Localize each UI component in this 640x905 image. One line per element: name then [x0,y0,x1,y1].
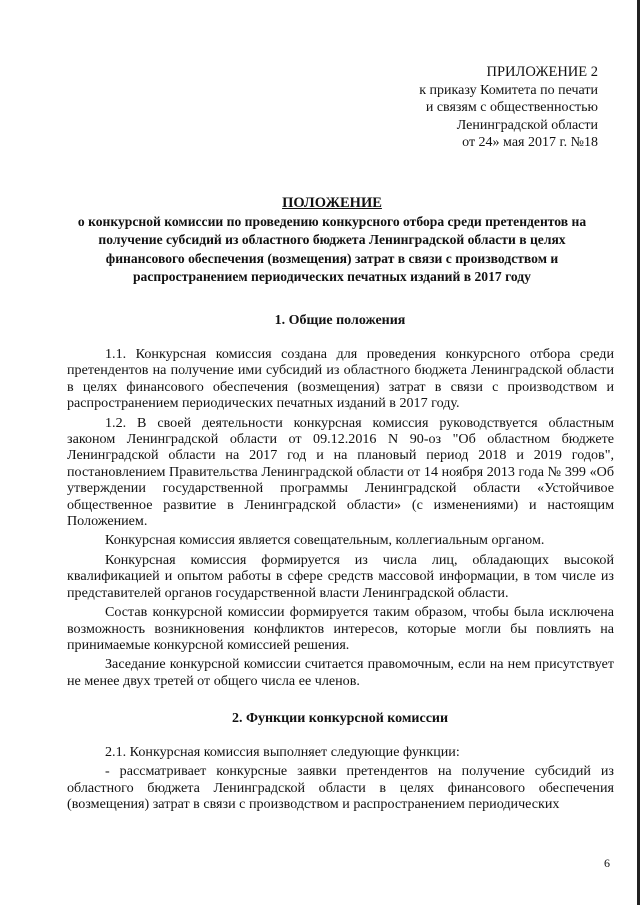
section-heading-functions: 2. Функции конкурсной комиссии [231,711,449,726]
paragraph: Заседание конкурсной комиссии считается правомочным, если на нем присутствует не менее двух третей от общего числа ее членов. [67,656,614,689]
document-subtitle-line: получение субсидий из областного бюджета Ленинградской области в целях [98,232,566,248]
paragraph: 1.1. Конкурсная комиссия создана для проведения конкурсного отбора среди претендентов на получение ими субсидий из областного бюджета Ленинградской области в целях финансового обеспечения (возмещения) затрат в связи с производством и распространением периодических печатных изданий в 2017 году. [67,346,614,412]
section-body-functions [67,744,614,816]
page-number: 6 [604,856,610,870]
appendix-line: и связям с общественностью [425,100,598,115]
paragraph: 2.1. Конкурсная комиссия выполняет следующие функции: [105,744,460,760]
appendix-line: Ленинградской области [456,117,598,133]
section-heading-general: 1. Общие положения [274,313,406,328]
appendix-date-line: от 24» мая 2017 г. №18 [462,135,598,150]
document-title-block [52,194,612,286]
paragraph: Состав конкурсной комиссии формируется таким образом, чтобы была исключена возможность возникновения конфликтов интересов, которые могли бы повлиять на принимаемые конкурсной комиссией решения. [67,604,614,653]
section-body-general [67,346,614,692]
paragraph: Конкурсная комиссия формируется из числа лиц, обладающих высокой квалификацией и опытом работы в сфере средств массовой информации, в том числе из представителей органов государственной власти Ленинградской области. [67,551,614,601]
paragraph: 1.2. В своей деятельности конкурсная комиссия руководствуется областным законом Ленинградской области от 09.12.2016 N 90-оз "Об областном бюджете Ленинградской области на 2017 год и на плановый период 2018 и 2019 годов", постановлением Правительства Ленинградской области от 14 ноября 2013 года № 399 «Об утверждении государственной программы Ленинградской области «Устойчивое общественное развитие в Ленинградской области» (с изменениями) и настоящим Положением. [67,414,614,530]
document-subtitle-line: о конкурсной комиссии по проведению конкурсного отбора среди претендентов на [77,214,587,230]
appendix-block [419,64,598,152]
document-subtitle-line: распространением периодических печатных изданий в 2017 году [133,268,531,284]
appendix-line: к приказу Комитета по печати [419,82,598,98]
document-subtitle-line: финансового обеспечения (возмещения) затрат в связи с производством и [105,250,559,266]
document-title: ПОЛОЖЕНИЕ [282,195,382,211]
paragraph: Конкурсная комиссия является совещательным, коллегиальным органом. [105,532,545,549]
appendix-title: ПРИЛОЖЕНИЕ 2 [486,64,598,80]
paragraph: - рассматривает конкурсные заявки претендентов на получение субсидий из областного бюджета Ленинградской области в целях финансового обеспечения (возмещения) затрат в связи с производством и распространением периодических [67,763,614,813]
